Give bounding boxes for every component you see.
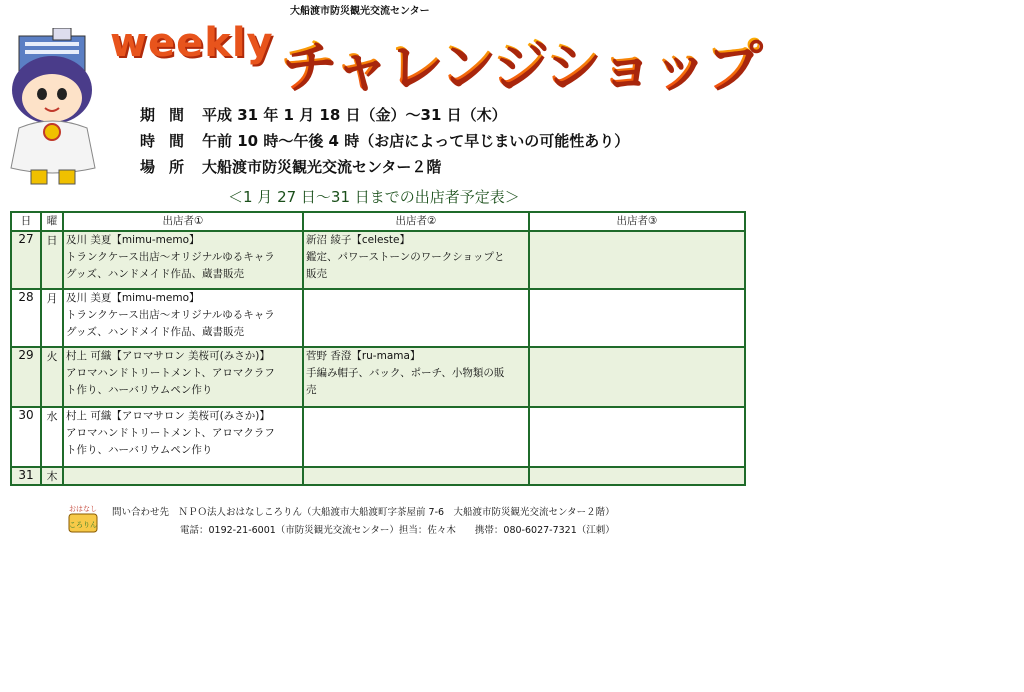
row-vendor-2 [303, 467, 529, 485]
row-vendor-3 [529, 467, 745, 485]
row-vendor-1 [63, 347, 303, 407]
row-day: 27 [11, 231, 41, 289]
hours-label: 時間 [140, 132, 199, 150]
row-weekday: 日 [41, 231, 63, 289]
title-challenge-shop: チャレンジショップ [280, 22, 759, 102]
row-vendor-1 [63, 231, 303, 289]
vendor-desc: 手編み帽子、バック、ポーチ、小物類の販 [306, 367, 505, 379]
row-vendor-3 [529, 347, 745, 407]
vendor-name: 菅野 香澄【ru-mama】 [306, 350, 421, 362]
table-row [11, 231, 745, 289]
place-value: 大船渡市防災観光交流センター２階 [202, 158, 442, 176]
place-label: 場所 [140, 158, 199, 176]
row-vendor-1 [63, 289, 303, 347]
info-period [140, 104, 507, 125]
vendor-desc: 販売 [306, 268, 327, 280]
table-row [11, 407, 745, 467]
vendor-desc: グッズ、ハンドメイド作品、蔵書販売 [66, 268, 244, 280]
row-weekday: 火 [41, 347, 63, 407]
logo-text-top: おはなし [69, 505, 97, 513]
row-vendor-1 [63, 407, 303, 467]
table-header-row [11, 212, 745, 231]
row-vendor-2 [303, 347, 529, 407]
mascot-illustration [5, 28, 105, 186]
info-hours [140, 130, 629, 151]
row-weekday: 木 [41, 467, 63, 485]
row-vendor-2 [303, 231, 529, 289]
vendor-name: 村上 可織【アロマサロン 美桜可(みさか)】 [66, 410, 270, 422]
table-row [11, 347, 745, 407]
schedule-title: ＜1 月 27 日～31 日までの出店者予定表＞ [228, 188, 520, 206]
vendor-desc: 鑑定、パワーストーンのワークショップと [306, 251, 505, 263]
row-day: 30 [11, 407, 41, 467]
period-label: 期間 [140, 106, 199, 124]
vendor-desc: アロマハンドトリートメント、アロマクラフ [66, 367, 275, 379]
vendor-desc: ト作り、ハーバリウムペン作り [66, 384, 213, 396]
logo-text-bottom: ころりん [69, 521, 97, 529]
schedule-table [10, 211, 746, 486]
vendor-desc: トランクケース出店～オリジナルゆるキャラ [66, 309, 275, 321]
row-day: 28 [11, 289, 41, 347]
vendor-name: 村上 可織【アロマサロン 美桜可(みさか)】 [66, 350, 270, 362]
header-vendor-3: 出店者③ [529, 212, 745, 231]
row-weekday: 月 [41, 289, 63, 347]
row-vendor-3 [529, 231, 745, 289]
org-name-top: 大船渡市防災観光交流センター [290, 6, 430, 17]
vendor-desc: グッズ、ハンドメイド作品、蔵書販売 [66, 326, 244, 338]
row-vendor-2 [303, 289, 529, 347]
vendor-desc: トランクケース出店～オリジナルゆるキャラ [66, 251, 275, 263]
vendor-desc: アロマハンドトリートメント、アロマクラフ [66, 427, 275, 439]
row-vendor-3 [529, 289, 745, 347]
npo-logo [66, 502, 100, 536]
row-day: 29 [11, 347, 41, 407]
hours-value: 午前 10 時～午後 4 時（お店によって早じまいの可能性あり） [202, 132, 630, 150]
header-dow: 曜 [41, 212, 63, 231]
row-vendor-1 [63, 467, 303, 485]
row-vendor-2 [303, 407, 529, 467]
row-day: 31 [11, 467, 41, 485]
table-row [11, 289, 745, 347]
phone-line: 電話：0192-21-6001（市防災観光交流センター）担当：佐々木 携帯：080-6027-7321（江刺） [180, 525, 615, 536]
contact-line: 問い合わせ先 ＮＰＯ法人おはなしころりん（大船渡市大船渡町字茶屋前 7-6 大船渡市防災観光交流センター２階） [112, 507, 615, 518]
info-place [140, 156, 441, 177]
vendor-desc: ト作り、ハーバリウムペン作り [66, 444, 213, 456]
vendor-desc: 売 [306, 384, 317, 396]
row-vendor-3 [529, 407, 745, 467]
vendor-name: 新沼 綾子【celeste】 [306, 234, 410, 246]
period-value: 平成 31 年 1 月 18 日（金）～31 日（木） [202, 106, 507, 124]
table-row [11, 467, 745, 485]
vendor-name: 及川 美夏【mimu-memo】 [66, 292, 200, 304]
title-weekly: weekly [110, 20, 274, 66]
row-weekday: 水 [41, 407, 63, 467]
header-vendor-1: 出店者① [63, 212, 303, 231]
vendor-name: 及川 美夏【mimu-memo】 [66, 234, 200, 246]
header-vendor-2: 出店者② [303, 212, 529, 231]
header-day: 日 [11, 212, 41, 231]
